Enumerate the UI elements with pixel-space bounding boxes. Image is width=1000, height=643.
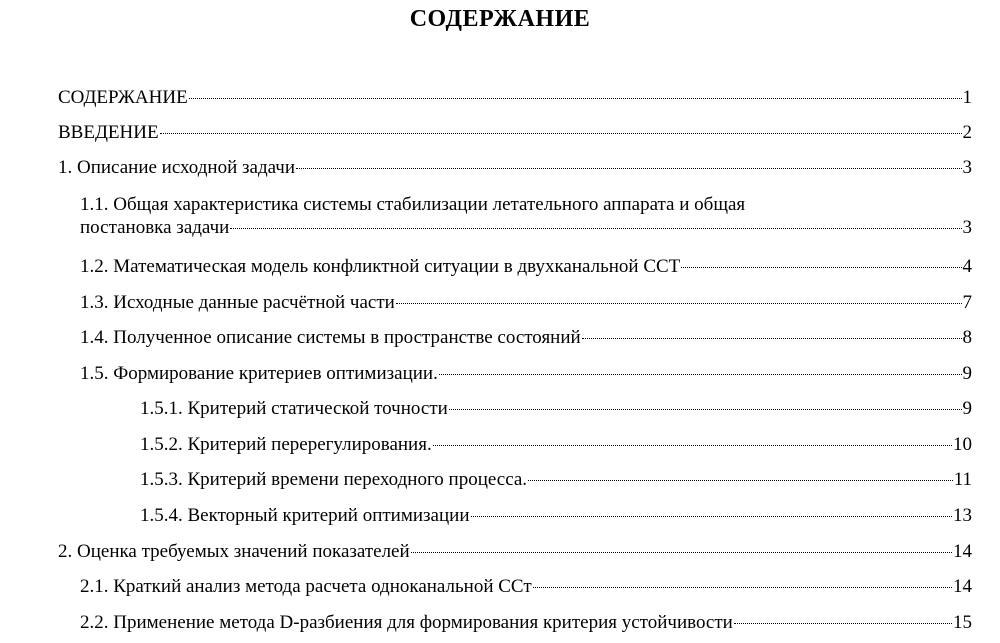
dot-leader	[528, 479, 953, 481]
dot-leader	[734, 622, 952, 624]
dot-leader	[411, 551, 952, 553]
toc-entry-title-line2: постановка задачи	[80, 217, 230, 238]
toc-entry-title: 1.5.1. Критерий статической точности	[140, 398, 448, 419]
toc-entry-title: 2.2. Применение метода D-разбиения для формирования критерия устойчивости	[80, 612, 733, 633]
dot-leader	[296, 167, 961, 169]
toc-page-number: 15	[953, 612, 972, 633]
toc-entry-title: 1.2. Математическая модель конфликтной ситуации в двухканальной ССТ	[80, 256, 681, 277]
dot-leader	[230, 227, 961, 229]
toc-entry[interactable]	[80, 611, 972, 634]
toc-entry[interactable]	[80, 362, 972, 385]
dot-leader	[433, 444, 952, 446]
toc-entry[interactable]	[80, 575, 972, 598]
dot-leader	[681, 266, 961, 268]
dot-leader	[396, 302, 962, 304]
toc-entry-title: 1.4. Полученное описание системы в пространстве состояний	[80, 327, 581, 348]
toc-page-number: 14	[953, 576, 972, 597]
toc-entry[interactable]	[140, 433, 972, 456]
toc-entry[interactable]	[58, 156, 972, 179]
toc-page-number: 9	[962, 398, 972, 419]
toc-entry[interactable]	[58, 121, 972, 144]
toc-entry[interactable]	[140, 468, 972, 491]
dot-leader	[449, 408, 962, 410]
page-title: СОДЕРЖАНИЕ	[409, 6, 591, 32]
toc-entry-title: 1.5.4. Векторный критерий оптимизации	[140, 505, 470, 526]
toc-page-number: 13	[953, 505, 972, 526]
toc-entry[interactable]	[80, 255, 972, 278]
toc-entry[interactable]	[80, 326, 972, 349]
toc-entry-title: 1.5.2. Критерий перерегулирования.	[140, 434, 432, 455]
toc-entry-title-line1: 1.1. Общая характеристика системы стабилизации летательного аппарата и общая	[80, 194, 746, 215]
toc-entry[interactable]	[58, 540, 972, 563]
dot-leader	[439, 373, 962, 375]
toc-entry-title: ВВЕДЕНИЕ	[58, 122, 159, 143]
toc-entry[interactable]	[58, 86, 972, 109]
toc-entry-title: СОДЕРЖАНИЕ	[58, 87, 188, 108]
toc-page-number: 2	[962, 122, 972, 143]
toc-page-number: 9	[962, 363, 972, 384]
dot-leader	[471, 515, 953, 517]
toc-page-number: 8	[962, 327, 972, 348]
toc-entry-title: 1.3. Исходные данные расчётной части	[80, 292, 395, 313]
toc-page-number: 3	[962, 157, 972, 178]
toc-entry[interactable]	[140, 397, 972, 420]
toc-page-number: 3	[962, 217, 972, 238]
dot-leader	[160, 132, 962, 134]
toc-page-number: 14	[953, 541, 972, 562]
toc-entry[interactable]	[140, 504, 972, 527]
dot-leader	[533, 586, 952, 588]
toc-entry-title: 1. Описание исходной задачи	[58, 157, 296, 178]
dot-leader	[189, 97, 962, 99]
toc-page-number: 1	[962, 87, 972, 108]
dot-leader	[582, 337, 962, 339]
toc-page-number: 11	[953, 469, 972, 490]
toc-page-number: 10	[953, 434, 972, 455]
toc-entry-title: 1.5. Формирование критериев оптимизации.	[80, 363, 438, 384]
toc-page-number: 4	[962, 256, 972, 277]
toc-page-number: 7	[962, 292, 972, 313]
toc-entry[interactable]	[80, 193, 972, 239]
toc-entry-title: 1.5.3. Критерий времени переходного процесса.	[140, 469, 528, 490]
toc-entry[interactable]	[80, 291, 972, 314]
toc-entry-title: 2. Оценка требуемых значений показателей	[58, 541, 410, 562]
toc-entry-title: 2.1. Краткий анализ метода расчета одноканальной ССт	[80, 576, 532, 597]
